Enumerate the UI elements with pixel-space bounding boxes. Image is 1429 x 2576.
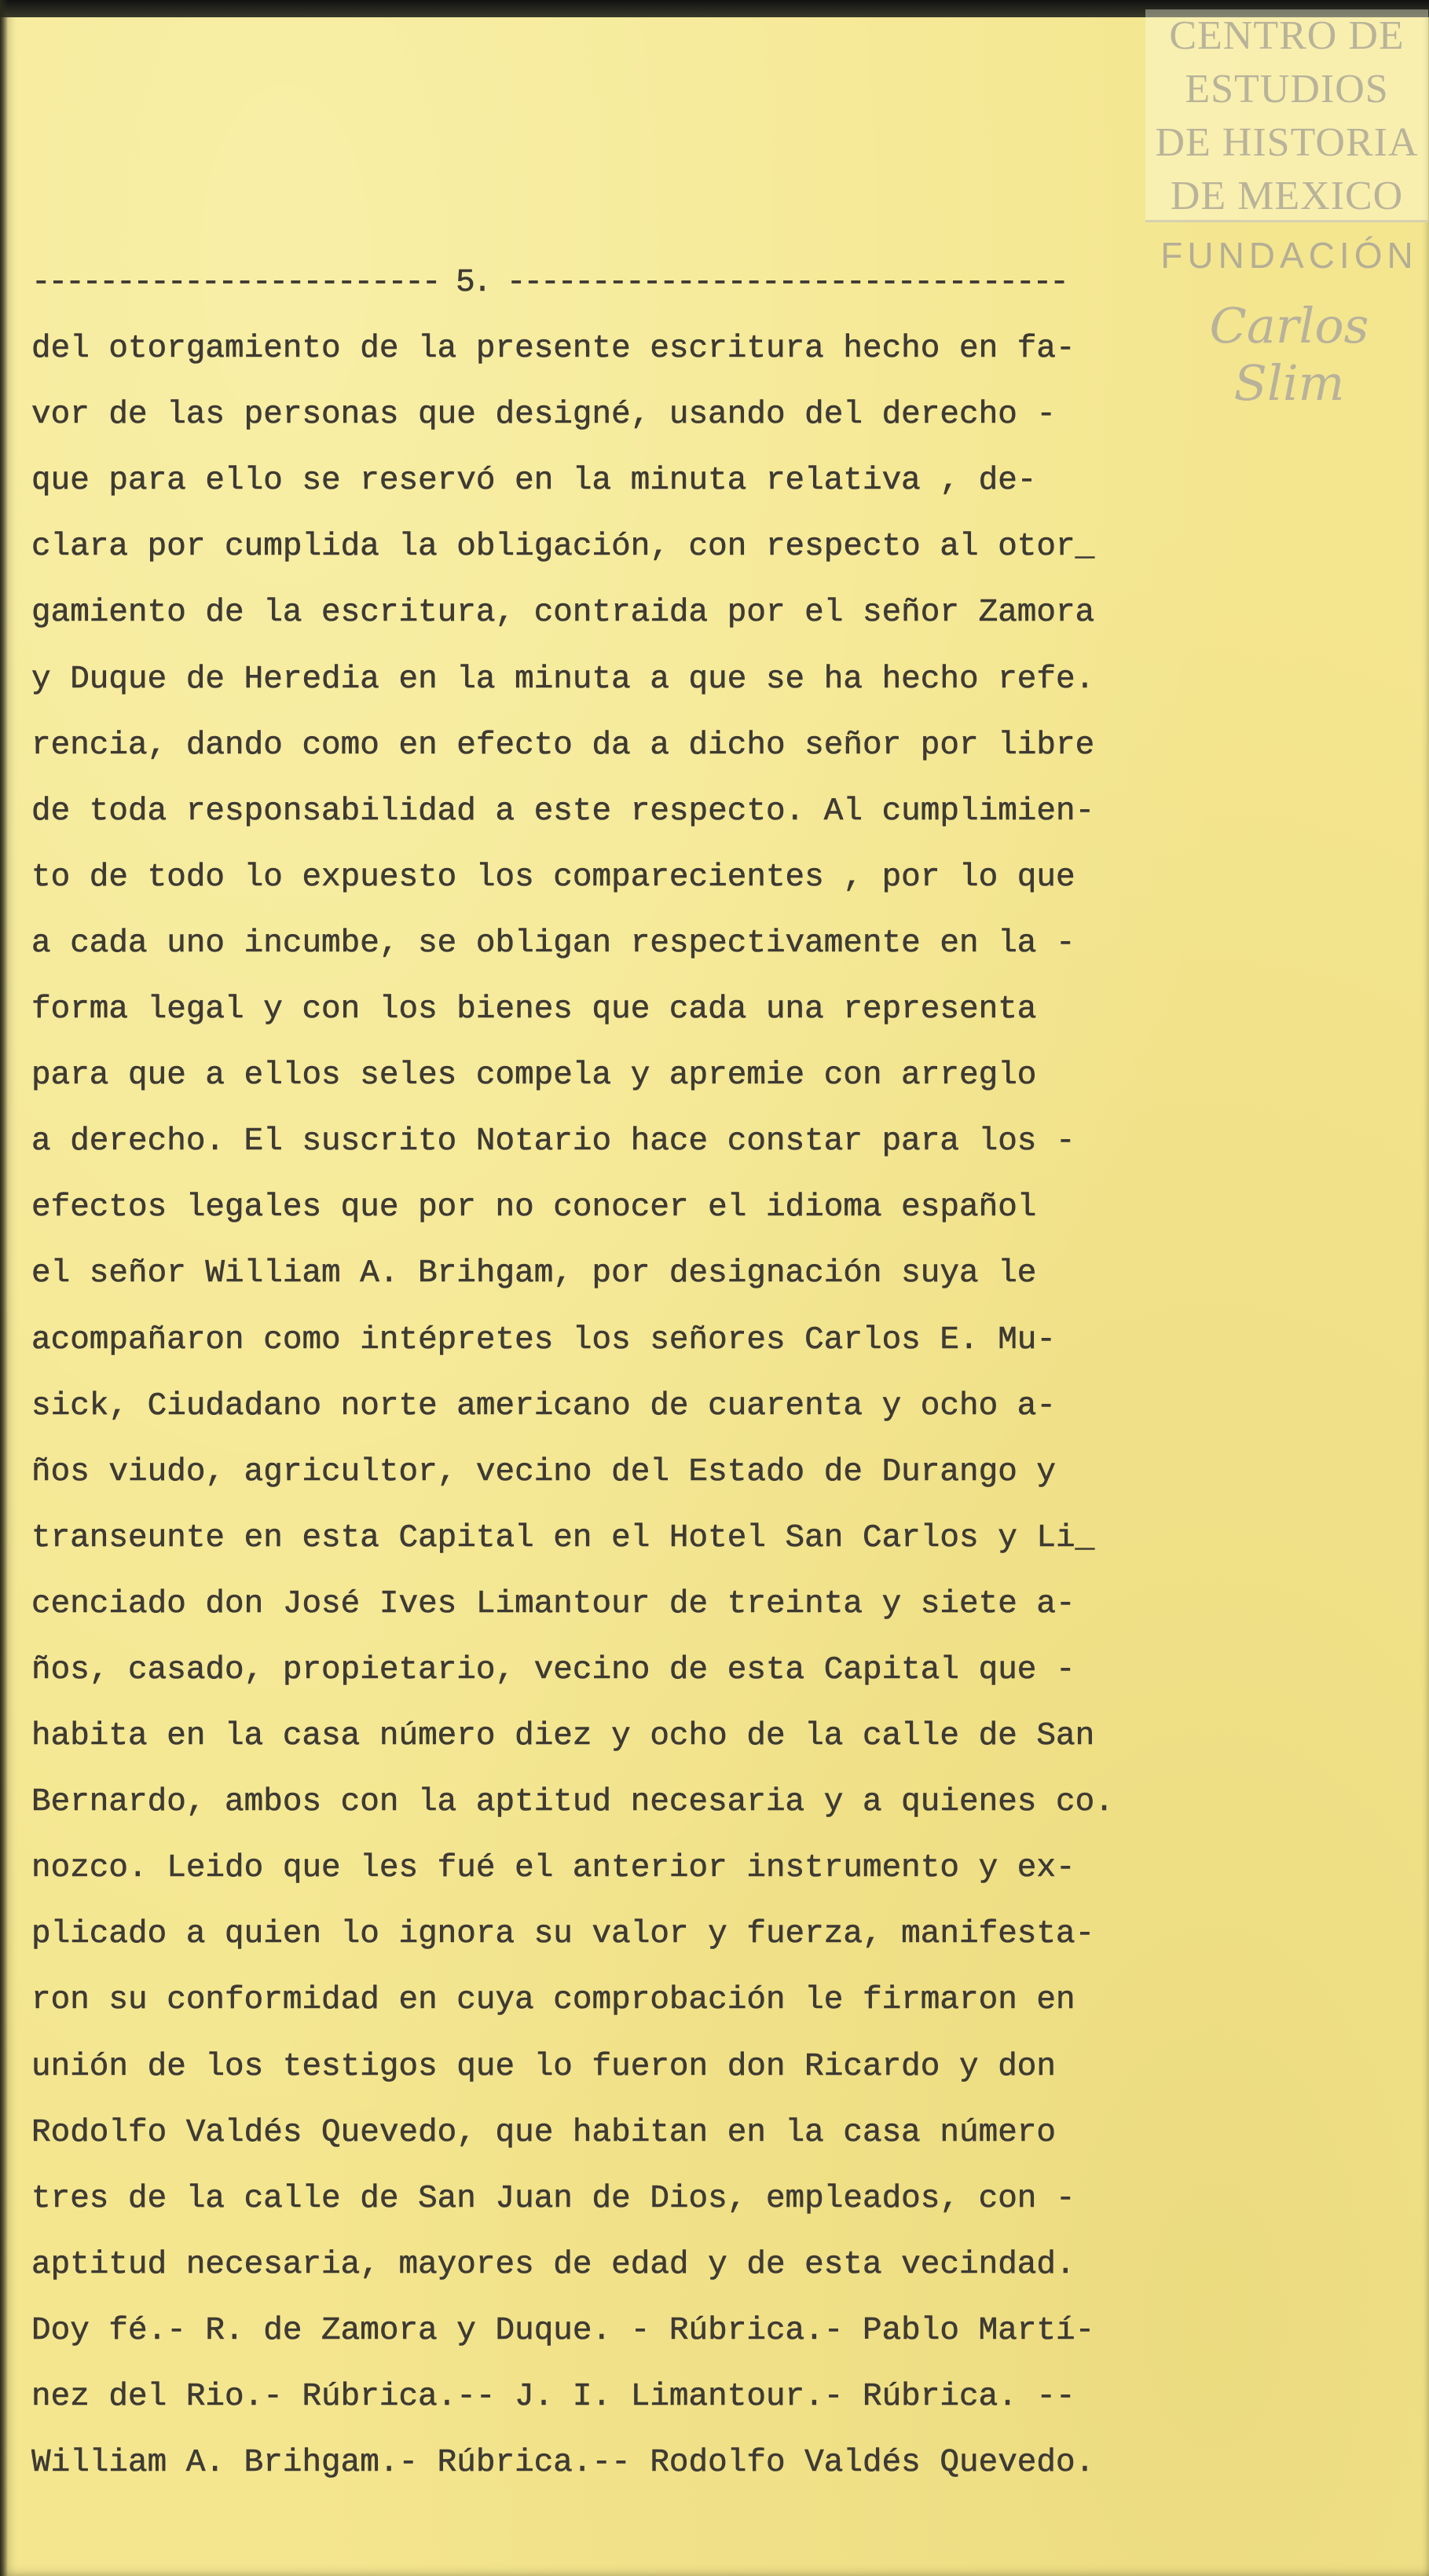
text-line: ron su conformidad en cuya comprobación le firmaron en [31,1982,1075,2019]
watermark-line: DE HISTORIA [1155,120,1419,165]
watermark-signature: Carlos Slim [1209,297,1369,412]
text-line: transeunte en esta Capital en el Hotel San Carlos y Li_ [31,1519,1095,1556]
text-line: efectos legales que por no conocer el idioma español [31,1189,1037,1226]
archive-watermark [1145,9,1428,222]
text-line: rencia, dando como en efecto da a dicho señor por libre [31,727,1095,764]
text-line: Bernardo, ambos con la aptitud necesaria y a quienes co. [31,1784,1114,1821]
watermark-foundation: FUNDACIÓN [1160,235,1418,276]
text-line: y Duque de Heredia en la minuta a que se ha hecho refe. [31,661,1095,698]
text-line: de toda responsabilidad a este respecto. Al cumplimien- [31,793,1095,830]
watermark-divider [1145,220,1428,222]
text-line: para que a ellos seles compela y apremie con arreglo [31,1057,1037,1094]
text-line: ños, casado, propietario, vecino de esta Capital que - [31,1651,1075,1688]
text-line: William A. Brihgam.- Rúbrica.-- Rodolfo Valdés Quevedo. [31,2445,1095,2482]
text-line: nez del Rio.- Rúbrica.-- J. I. Limantour.- Rúbrica. -- [31,2379,1075,2415]
text-line: gamiento de la escritura, contraida por el señor Zamora [31,595,1095,632]
text-line: to de todo lo expuesto los comparecientes , por lo que [31,859,1075,896]
text-line: a cada uno incumbe, se obligan respectivamente en la - [31,925,1075,962]
page-number-header: ------------------------ 5. --------------------------------- [31,265,1067,301]
text-line: Rodolfo Valdés Quevedo, que habitan en la casa número [31,2114,1057,2151]
text-line: ños viudo, agricultor, vecino del Estado de Durango y [31,1453,1057,1490]
text-line: plicado a quien lo ignora su valor y fuerza, manifesta- [31,1916,1095,1953]
text-line: el señor William A. Brihgam, por designación suya le [31,1255,1037,1292]
text-line: clara por cumplida la obligación, con respecto al otor_ [31,529,1095,566]
text-line: unión de los testigos que lo fueron don Ricardo y don [31,2048,1057,2085]
watermark-line: ESTUDIOS [1185,67,1389,112]
watermark-line: DE MEXICO [1170,174,1404,218]
text-line: que para ello se reservó en la minuta relativa , de- [31,463,1037,500]
text-line: forma legal y con los bienes que cada una representa [31,991,1037,1028]
text-line: aptitud necesaria, mayores de edad y de esta vecindad. [31,2246,1075,2283]
text-line: a derecho. El suscrito Notario hace constar para los - [31,1123,1075,1160]
text-line: habita en la casa número diez y ocho de la calle de San [31,1718,1095,1755]
text-line: tres de la calle de San Juan de Dios, empleados, con - [31,2180,1075,2217]
text-line: vor de las personas que designé, usando del derecho - [31,397,1057,434]
text-line: cenciado don José Ives Limantour de treinta y siete a- [31,1585,1075,1622]
typed-text-body [31,250,1116,2496]
text-line: acompañaron como intépretes los señores Carlos E. Mu- [31,1321,1057,1358]
watermark-line: CENTRO DE [1169,13,1405,58]
text-line: del otorgamiento de la presente escritura hecho en fa- [31,331,1075,368]
text-line: Doy fé.- R. de Zamora y Duque. - Rúbrica.- Pablo Martí- [31,2312,1095,2349]
scan-left-edge [0,0,8,2576]
text-line: sick, Ciudadano norte americano de cuarenta y ocho a- [31,1387,1057,1424]
text-line: nozco. Leido que les fué el anterior instrumento y ex- [31,1850,1075,1887]
